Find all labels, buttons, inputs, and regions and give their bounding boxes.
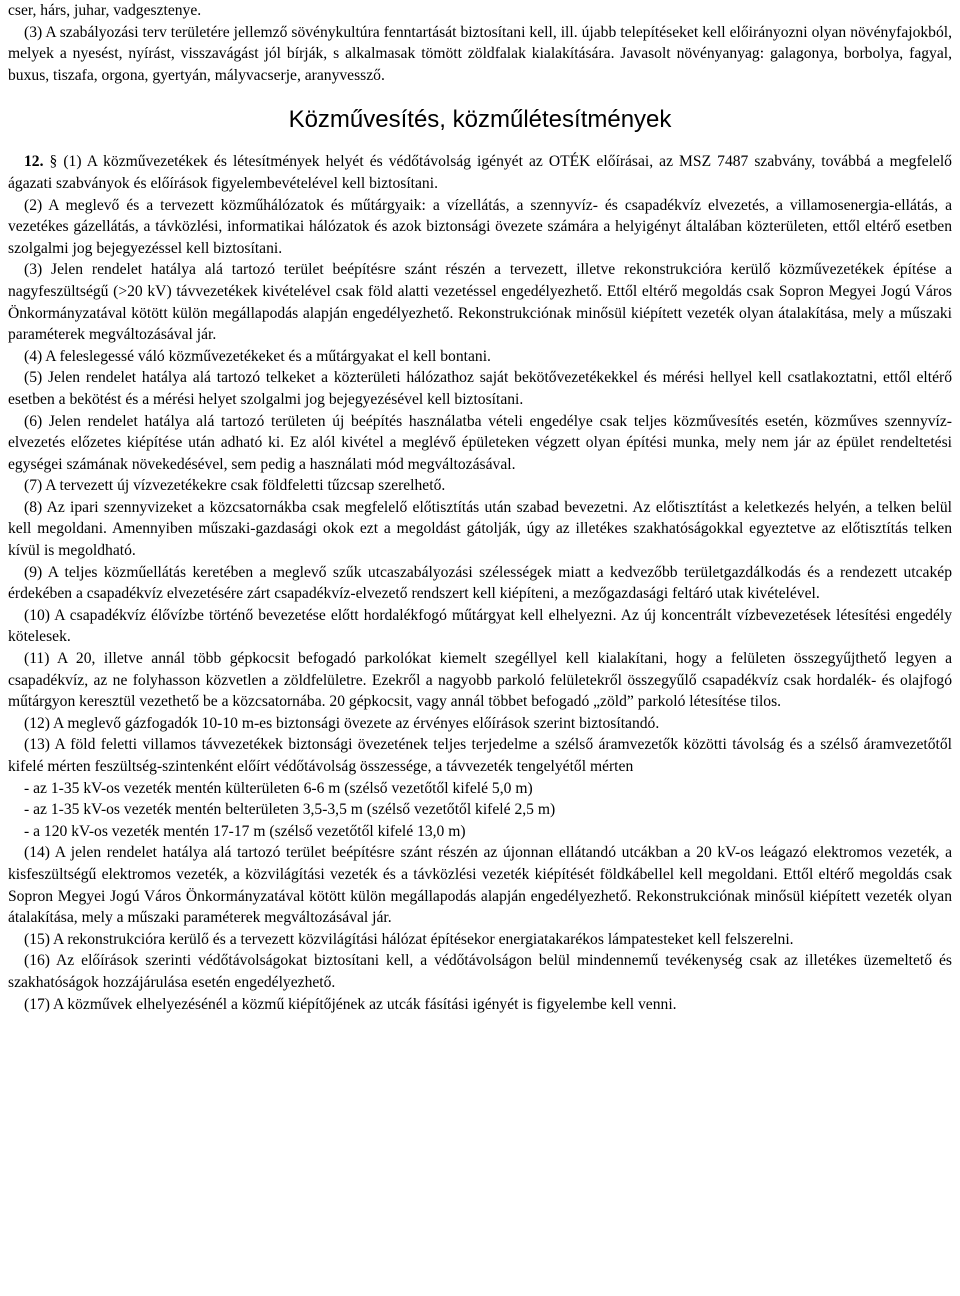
section-12-para-12: (12) A meglevő gázfogadók 10-10 m-es biztonsági övezete az érvényes előírások szerint biztosítandó. [24,714,660,732]
section-12-para-5: (5) Jelen rendelet hatálya alá tartozó telkeket a közterületi hálózathoz saját bekötővezetékekkel és mérési hellyel kell csatlakoztatni, ettől eltérő esetben a bekötést és a mérési helyet szolgalmi jog bejegyezésével kell biztosítani. [8,369,952,408]
section-12-para-15: (15) A rekonstrukcióra kerülő és a tervezett közvilágítási hálózat építésekor energiatakarékos lámpatesteket kell felszerelni. [24,930,794,948]
para-1-text: (1) A közművezetékek és létesítmények helyét és védőtávolság igényét az OTÉK előírásai, az MSZ 7487 szabvány, továbbá a megfelelő ágazati szabványok és előírások figyelembevételével kell biztosítani. [8,153,952,192]
section-12-para-9: (9) A teljes közműellátás keretében a meglevő szűk utcaszabályozási szélességek miatt a kedvezőbb területgazdálkodás és a rendezett utcakép érdekében a csapadékvíz elvezetésére zárt csapadékvíz-elvezető rendszert kell kiépíteni, a mezőgazdasági feltáró utak kivételével. [8,563,952,603]
section-heading: Közművesítés, közműlétesítmények [288,106,672,134]
section-12-para-2: (2) A meglevő és a tervezett közműhálózatok és műtárgyaik: a vízellátás, a szennyvíz- és csapadékvíz elvezetés, a villamosenergia-ellátás, a vezetékes gázellátás, a távközlési, informatikai hálózatok és azok biztonsági övezete számára a helyigényt általában közterületen, ettől eltérő esetben szolgalmi jog bejegyezéssel kell biztosítani. [8,196,952,257]
list-item: - az 1-35 kV-os vezeték mentén belterületen 3,5-3,5 m (szélső vezetőtől kifelé 2,5 m) [24,801,556,819]
list-item: - a 120 kV-os vezeték mentén 17-17 m (szélső vezetőtől kifelé 13,0 m) [24,822,466,840]
section-12-para-16: (16) Az előírások szerinti védőtávolságokat biztosítani kell, a védőtávolságon belül mindennemű tevékenység csak az illetékes üzemeltető és szakhatóságok hozzájárulása esetén engedélyezhető. [8,952,952,991]
section-12-para-17: (17) A közművek elhelyezésénél a közmű kiépítőjének az utcák fásítási igényét is figyelembe kell venni. [24,995,677,1013]
section-symbol: § [49,153,58,171]
section-12-para-7: (7) A tervezett új vízvezetékekre csak földfeletti tűzcsap szerelhető. [24,477,446,495]
section-12-para-14: (14) A jelen rendelet hatálya alá tartozó terület beépítésre szánt részén az újonnan ellátandó utcákban a 20 kV-os leágazó elektromos vezeték, a kisfeszültségű elektromos vezeték, a közvilágítási vezeték és a távközlési vezeték kiépítését földkábellel kell megoldani. Ettől eltérő megoldás csak Sopron Megyei Jogú Város Önkormányzatával kötött külön megállapodás alapján engedélyezhető. Rekonstrukciónak minősül kiépített vezeték olyan átalakítása, mely a műszaki paraméterek megváltozásával jár. [8,844,952,927]
text-line: cser, hárs, juhar, vadgesztenye. [8,2,202,19]
section-12-para-3: (3) Jelen rendelet hatálya alá tartozó terület beépítésre szánt részén a tervezett, illetve rekonstrukcióra kerülő közművezetékek építése a nagyfeszültségű (>20 kV) távvezetékek kivételével csak föld alatti vezetéssel engedélyezhető. Ettől eltérő megoldás csak Sopron Megyei Jogú Város Önkormányzatával kötött külön megállapodás alapján engedélyezhető. Rekonstrukciónak minősül kiépített vezeték olyan átalakítása, mely a műszaki paraméterek megváltozásával jár. [8,261,952,344]
section-12-para-6: (6) Jelen rendelet hatálya alá tartozó területen új beépítés használatba vételi engedélye csak teljes közművesítés esetén, közműves szennyvíz-elvezetés előzetes kiépítése után adható ki. Ez alól kivétel a meglévő épületeken végzett olyan építési munka, mely nem jár az épület rendeltetési egységei számának növekedésével, sem pedig a használati mód megváltozásával. [8,412,952,473]
section-12-para-4: (4) A feleslegessé váló közművezetékeket és a műtárgyakat el kell bontani. [24,347,491,365]
section-12-para-13: (13) A föld feletti villamos távvezetékek biztonsági övezetének teljes terjedelme a szélső áramvezetők közötti távolság és a szélső áramvezetőtől kifelé mérten feszültség-szintenként előírt védőtávolság összessége, a távvezeték tengelyétől mérten [8,736,952,775]
paragraph-3: (3) A szabályozási terv területére jellemző sövénykultúra fenntartását biztosítani kell, ill. újabb telepítéseket kell előirányozni olyan növényfajokból, melyek a nyesést, nyírást, visszavágást jól bírják, s alkalmasak tömött zöldfalak kialakítására. Javasolt növényanyag: galagonya, borbolya, fagyal, buxus, tiszafa, orgona, gyertyán, mályvacserje, aranyvessző. [8,23,952,84]
section-12-para-11: (11) A 20, illetve annál több gépkocsit befogadó parkolókat kiemelt szegéllyel kell kialakítani, hogy a felületen összegyűjthető legyen a csapadékvíz, az ne folyhasson közvetlen a zöldfelületre. Ezekről a nagyobb parkoló felületekről összegyűlő csapadékvíz csak hordalék- és olajfogó műtárgyon keresztül vezethető be a közcsatornába. 20 gépkocsit, vagy annál többet befogadó „zöld” parkoló létesítése tilos. [8,650,952,711]
section-12-para-1 [8,151,952,194]
list-item: - az 1-35 kV-os vezeték mentén külterületen 6-6 m (szélső vezetőtől kifelé 5,0 m) [24,779,533,797]
section-12-para-10: (10) A csapadékvíz élővízbe történő bevezetése előtt hordalékfogó műtárgyat kell elhelyezni. Az új koncentrált vízbevezetések létesítési engedély kötelesek. [8,606,952,646]
section-12-para-8: (8) Az ipari szennyvizeket a közcsatornákba csak megfelelő előtisztítás után szabad bevezetni. Az előtisztítást a keletkezés helyén, a telken belül kell megoldani. Amennyiben műszaki-gazdasági okok ezt a megoldást gátolják, úgy az illetékes szakhatóságokkal egyeztetve az előtisztítás telken kívül is megoldható. [8,498,952,560]
section-number: 12. [24,153,44,171]
